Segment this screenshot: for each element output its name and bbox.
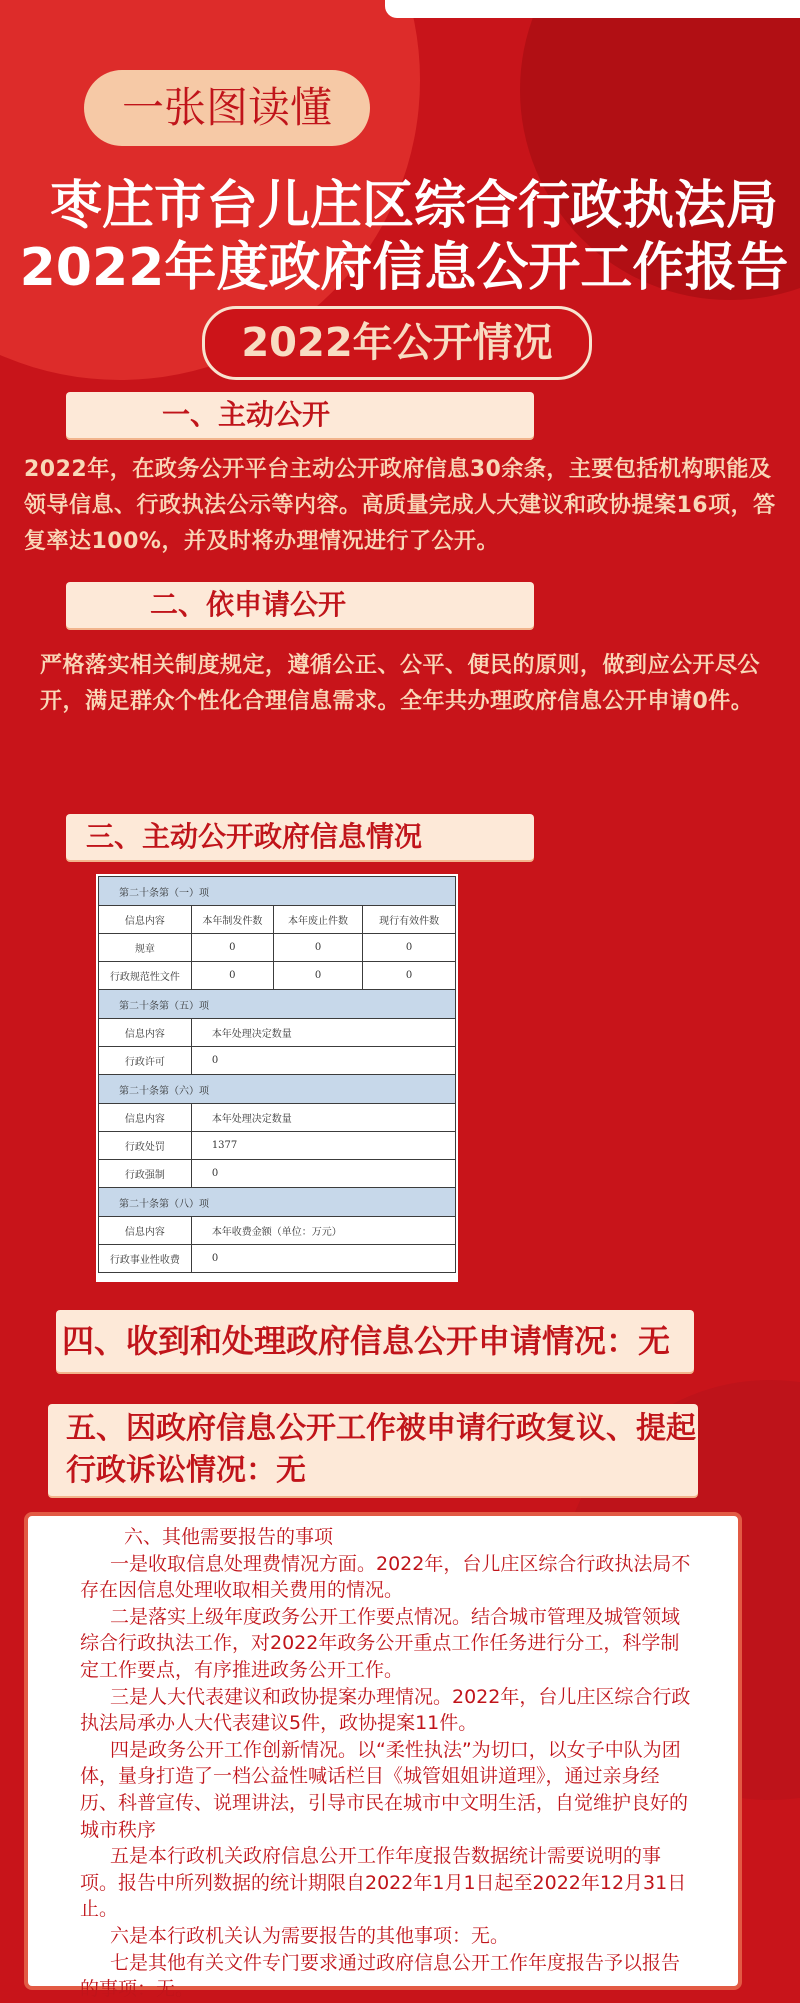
table-row: 信息内容 本年收费金额（单位：万元） xyxy=(99,1217,456,1245)
table-row: 行政事业性收费 0 xyxy=(99,1245,456,1273)
table-row: 信息内容 本年处理决定数量 xyxy=(99,1104,456,1132)
section-6-heading: 六、其他需要报告的事项 xyxy=(124,1526,334,1548)
table-row: 行政许可 0 xyxy=(99,1047,456,1075)
section-6-item: 四是政务公开工作创新情况。以“柔性执法”为切口，以女子中队为团体，量身打造了一档公益性喊话栏目《城管姐姐讲道理》，通过亲身经历、科普宣传、说理讲法，引导市民在城市中文明生活，自觉维护良好的城市秩序 xyxy=(80,1738,689,1841)
section-1-title: 一、主动公开 xyxy=(66,392,534,438)
table-row: 行政强制 0 xyxy=(99,1160,456,1188)
section-6-item: 五是本行政机关政府信息公开工作年度报告数据统计需要说明的事项。报告中所列数据的统计期限自2022年1月1日起至2022年12月31日止。 xyxy=(80,1845,687,1921)
table-section-header: 第二十条第（六）项 xyxy=(99,1075,456,1104)
section-6-item: 七是其他有关文件专门要求通过政府信息公开工作年度报告予以报告的事项：无。 xyxy=(80,1951,681,2001)
section-2-text: 严格落实相关制度规定，遵循公正、公平、便民的原则，做到应公开尽公开，满足群众个性化合理信息需求。全年共办理政府信息公开申请0件。 xyxy=(40,653,761,714)
section-1-text: 2022年，在政务公开平台主动公开政府信息30余条，主要包括机构职能及领导信息、行政执法公示等内容。高质量完成人大建议和政协提案16项，答复率达100%，并及时将办理情况进行了公开。 xyxy=(24,457,776,554)
subtitle-pill: 2022年公开情况 xyxy=(202,306,592,380)
section-6-item: 三是人大代表建议和政协提案办理情况。2022年，台儿庄区综合行政执法局承办人大代表建议5件，政协提案11件。 xyxy=(80,1685,691,1735)
top-white-band xyxy=(385,0,800,18)
table-section-header: 第二十条第（一）项 xyxy=(99,877,456,906)
section-2-title: 二、依申请公开 xyxy=(66,582,534,628)
section-3-title: 三、主动公开政府信息情况 xyxy=(66,814,534,860)
page-title-line1: 枣庄市台儿庄区综合行政执法局 xyxy=(49,176,778,236)
table-row: 信息内容 本年处理决定数量 xyxy=(99,1019,456,1047)
table-row: 信息内容 本年制发件数 本年废止件数 现行有效件数 xyxy=(99,906,456,934)
section-6-box xyxy=(24,1512,742,2001)
table-row: 行政处罚 1377 xyxy=(99,1132,456,1160)
section-5-title: 五、因政府信息公开工作被申请行政复议、提起行政诉讼情况：无 xyxy=(48,1404,698,1496)
table-row: 规章 0 0 0 xyxy=(99,934,456,962)
table-section-header: 第二十条第（八）项 xyxy=(99,1188,456,1217)
section-6-item: 二是落实上级年度政务公开工作要点情况。结合城市管理及城管领域综合行政执法工作，对2022年政务公开重点工作任务进行分工，科学制定工作要点，有序推进政务公开工作。 xyxy=(80,1605,681,1681)
section-4-title: 四、收到和处理政府信息公开申请情况：无 xyxy=(56,1310,694,1372)
table-section-header: 第二十条第（五）项 xyxy=(99,990,456,1019)
section-6-item: 一是收取信息处理费情况方面。2022年，台儿庄区综合行政执法局不存在因信息处理收取相关费用的情况。 xyxy=(80,1552,691,1602)
header-badge: 一张图读懂 xyxy=(84,70,370,146)
table-row: 行政规范性文件 0 0 0 xyxy=(99,962,456,990)
page-title-line2: 2022年度政府信息公开工作报告 xyxy=(19,238,789,298)
info-table xyxy=(96,874,458,1282)
section-6-item: 六是本行政机关认为需要报告的其他事项：无。 xyxy=(110,1924,510,1947)
